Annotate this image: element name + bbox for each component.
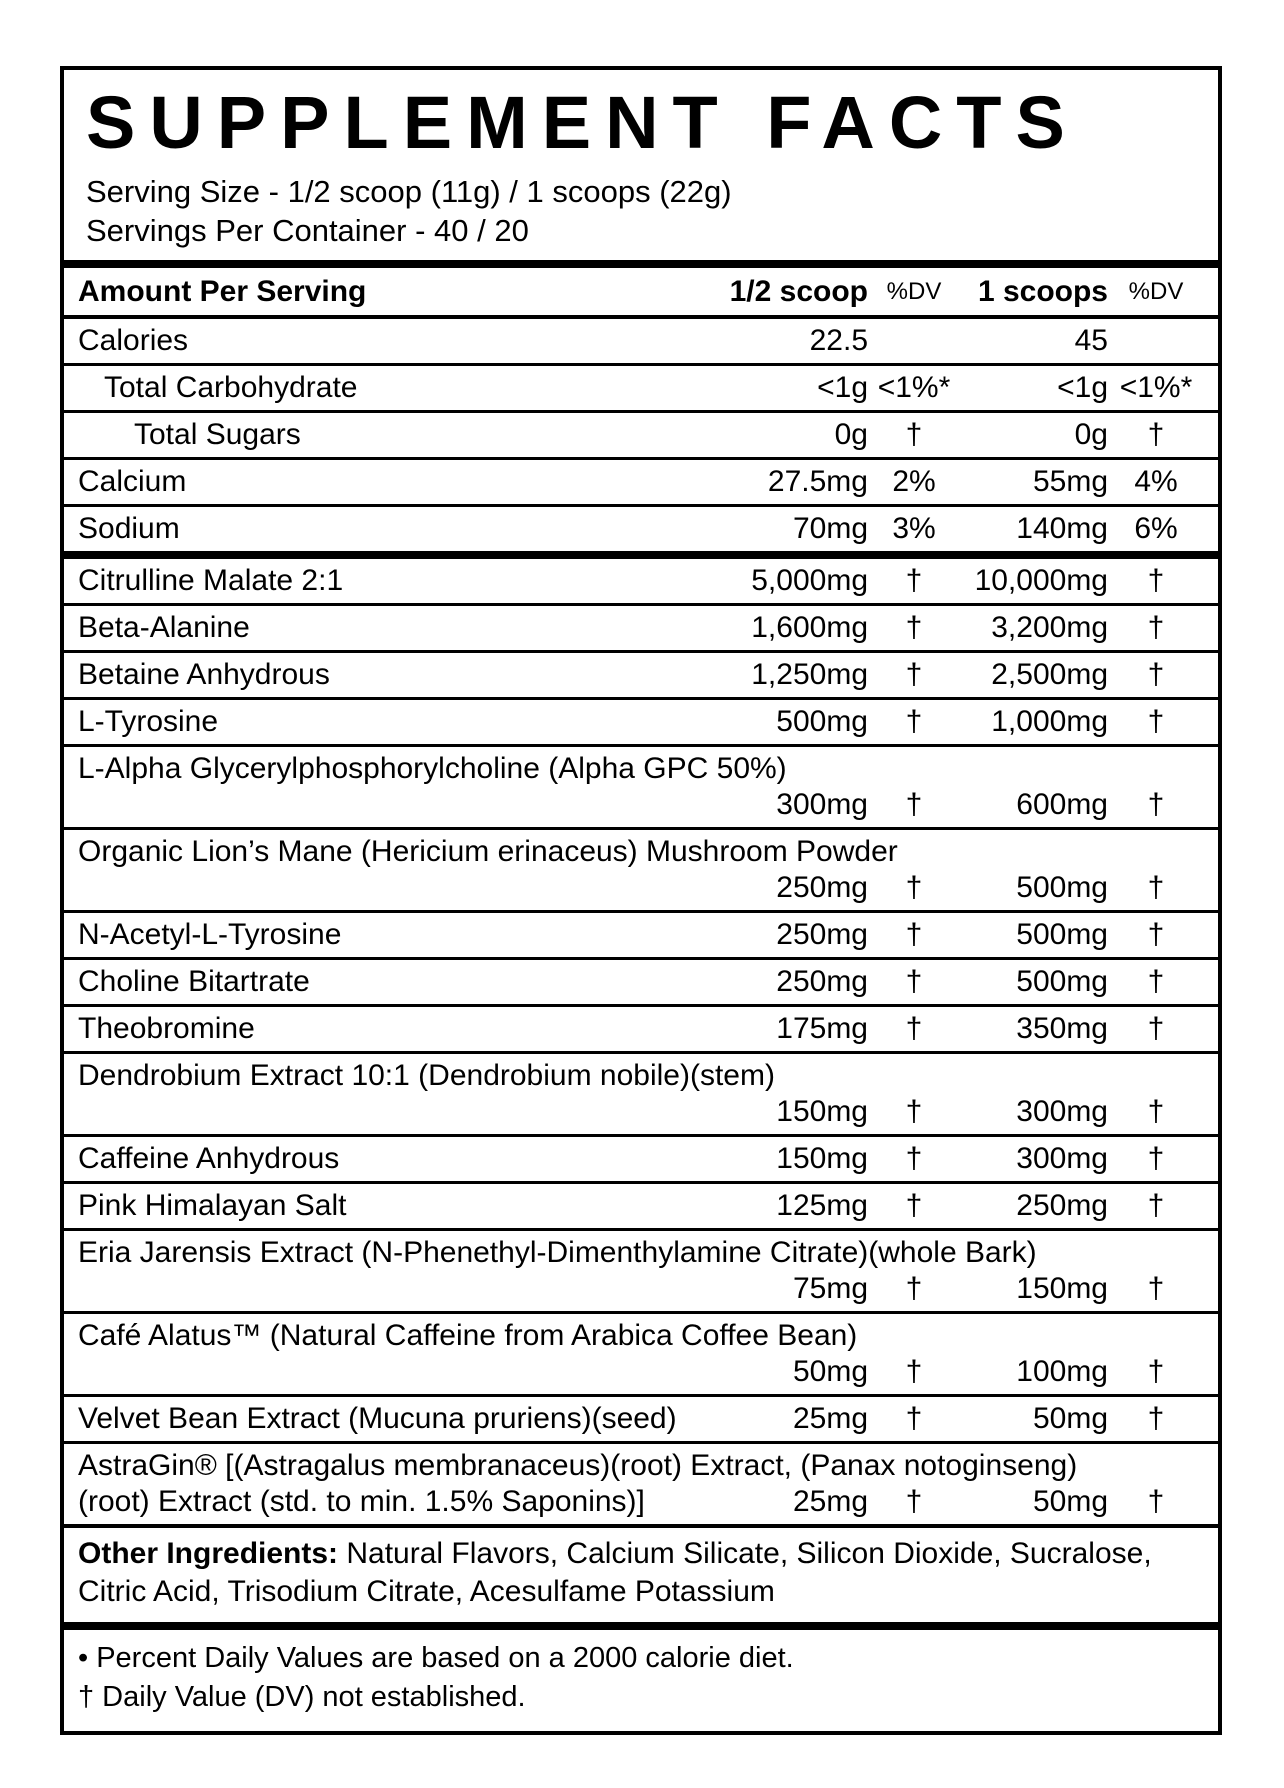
amount-half-scoop: <1g [817, 371, 868, 404]
dv-one-scoop: † [1147, 1355, 1165, 1388]
amount-half-scoop: 175mg [776, 1012, 868, 1045]
amount-half-scoop: 5,000mg [751, 564, 868, 597]
dv-one-scoop: † [1147, 1485, 1165, 1518]
amount-one-scoop: 500mg [1016, 918, 1108, 951]
dv-one-scoop: † [1147, 788, 1165, 821]
amount-one-scoop: 350mg [1016, 1012, 1108, 1045]
table-row-caffeine-anhydrous [64, 1134, 1218, 1181]
column-one-scoop: 1 scoops [977, 275, 1108, 308]
dv-one-scoop: 6% [1134, 512, 1178, 545]
dv-one-scoop: † [1147, 658, 1165, 691]
table-row-lions-mane [64, 827, 1218, 910]
table-header-row [64, 268, 1218, 319]
amount-one-scoop: 300mg [1016, 1142, 1108, 1175]
table-row-calcium [64, 457, 1218, 504]
dv-one-scoop: † [1147, 1142, 1165, 1175]
dv-half-scoop: † [905, 658, 923, 691]
table-row-pink-himalayan-salt [64, 1181, 1218, 1228]
dv-half-scoop [868, 323, 960, 359]
amount-half-scoop: 22.5 [809, 324, 868, 357]
nutrient-name: Total Sugars [134, 418, 301, 451]
amount-half-scoop: 25mg [792, 1485, 868, 1518]
servings-per-container-text: Servings Per Container - 40 / 20 [86, 213, 529, 248]
dv-half-scoop: † [905, 1012, 923, 1045]
dv-half-scoop: <1%* [877, 371, 951, 404]
ingredient-name: Caffeine Anhydrous [78, 1142, 340, 1175]
column-amount-per-serving: Amount Per Serving [78, 275, 367, 308]
dv-one-scoop: † [1147, 611, 1165, 644]
nutrient-name: Calories [78, 324, 189, 357]
amount-one-scoop: 500mg [1016, 965, 1108, 998]
dv-one-scoop [1108, 323, 1204, 359]
dv-one-scoop: 4% [1134, 465, 1178, 498]
amount-half-scoop: 0g [834, 418, 868, 451]
amount-one-scoop: 150mg [1016, 1272, 1108, 1305]
dv-half-scoop: † [905, 1355, 923, 1388]
amount-one-scoop: 500mg [1016, 871, 1108, 904]
amount-half-scoop: 75mg [792, 1272, 868, 1305]
amount-one-scoop: 45 [1074, 324, 1108, 357]
page-title: SUPPLEMENT FACTS [86, 81, 1079, 164]
dv-one-scoop: † [1147, 871, 1165, 904]
supplement-facts-label [60, 66, 1222, 1735]
ingredient-name: L-Tyrosine [78, 705, 219, 738]
amount-half-scoop: 125mg [776, 1189, 868, 1222]
table-row-beta-alanine [64, 603, 1218, 650]
other-ingredients-label: Other Ingredients: [78, 1537, 339, 1570]
column-dv-half: %DV [886, 278, 942, 305]
amount-half-scoop: 1,250mg [751, 658, 868, 691]
amount-one-scoop: 250mg [1016, 1189, 1108, 1222]
ingredient-name: Café Alatus™ (Natural Caffeine from Arabica Coffee Bean) [78, 1319, 858, 1352]
serving-size-text: Serving Size - 1/2 scoop (11g) / 1 scoops (22g) [86, 174, 732, 209]
ingredient-name-line1: AstraGin® [(Astragalus membranaceus)(root) Extract, (Panax notoginseng) [78, 1449, 1078, 1482]
amount-half-scoop: 25mg [792, 1402, 868, 1435]
amount-half-scoop: 300mg [776, 788, 868, 821]
dv-one-scoop: † [1147, 705, 1165, 738]
column-half-scoop: 1/2 scoop [729, 275, 868, 308]
ingredient-name-line2: (root) Extract (std. to min. 1.5% Saponins)] [78, 1485, 645, 1518]
table-row-choline-bitartrate [64, 957, 1218, 1004]
amount-one-scoop: 50mg [1032, 1402, 1108, 1435]
dv-half-scoop: † [905, 871, 923, 904]
ingredient-name: L-Alpha Glycerylphosphorylcholine (Alpha GPC 50%) [78, 752, 787, 785]
amount-one-scoop: 2,500mg [991, 658, 1108, 691]
dv-half-scoop: 3% [892, 512, 936, 545]
section-divider [64, 1622, 1218, 1630]
dv-one-scoop: † [1147, 418, 1165, 451]
table-row-alpha-gpc [64, 744, 1218, 827]
nutrient-name: Calcium [78, 465, 187, 498]
amount-half-scoop: 27.5mg [767, 465, 868, 498]
amount-half-scoop: 70mg [792, 512, 868, 545]
amount-one-scoop: 140mg [1016, 512, 1108, 545]
table-row-cafe-alatus [64, 1311, 1218, 1394]
table-row-n-acetyl-l-tyrosine [64, 910, 1218, 957]
footnotes [64, 1630, 1218, 1731]
table-row-theobromine [64, 1004, 1218, 1051]
ingredient-name: Eria Jarensis Extract (N-Phenethyl-Dimenthylamine Citrate)(whole Bark) [78, 1236, 1037, 1269]
amount-half-scoop: 150mg [776, 1095, 868, 1128]
ingredient-name: Velvet Bean Extract (Mucuna pruriens)(seed) [78, 1402, 677, 1435]
amount-one-scoop: 55mg [1032, 465, 1108, 498]
amount-one-scoop: 50mg [1032, 1485, 1108, 1518]
section-divider [64, 551, 1218, 559]
dv-one-scoop: † [1147, 564, 1165, 597]
table-row-velvet-bean-extract [64, 1394, 1218, 1441]
table-row-total-carbohydrate [64, 363, 1218, 410]
table-row-dendrobium-extract [64, 1051, 1218, 1134]
amount-one-scoop: 0g [1074, 418, 1108, 451]
amount-one-scoop: 100mg [1016, 1355, 1108, 1388]
ingredient-name: Dendrobium Extract 10:1 (Dendrobium nobile)(stem) [78, 1059, 775, 1092]
ingredient-name: Theobromine [78, 1012, 255, 1045]
table-row-astragin [64, 1441, 1218, 1524]
serving-info [64, 164, 1218, 260]
section-divider [64, 260, 1218, 268]
dv-half-scoop: † [905, 1272, 923, 1305]
dv-half-scoop: † [905, 1189, 923, 1222]
dv-one-scoop: † [1147, 1189, 1165, 1222]
nutrient-name: Total Carbohydrate [104, 371, 358, 404]
column-dv-one: %DV [1128, 278, 1184, 305]
dv-one-scoop: † [1147, 918, 1165, 951]
dv-one-scoop: † [1147, 1095, 1165, 1128]
amount-one-scoop: 300mg [1016, 1095, 1108, 1128]
dv-one-scoop: † [1147, 1012, 1165, 1045]
table-row-sodium [64, 504, 1218, 551]
amount-half-scoop: 250mg [776, 965, 868, 998]
table-row-betaine-anhydrous [64, 650, 1218, 697]
ingredient-name: Citrulline Malate 2:1 [78, 564, 344, 597]
other-ingredients-text: Natural Flavors, Calcium Silicate, Silicon Dioxide, Sucralose, Citric Acid, Trisodium Citrate, Acesulfame Potassium [78, 1537, 1152, 1608]
dv-half-scoop: † [905, 564, 923, 597]
dv-half-scoop: † [905, 1402, 923, 1435]
table-row-calories [64, 319, 1218, 363]
other-ingredients-block [64, 1524, 1218, 1622]
dv-half-scoop: 2% [892, 465, 936, 498]
dv-half-scoop: † [905, 965, 923, 998]
nutrient-name: Sodium [78, 512, 180, 545]
amount-half-scoop: 250mg [776, 918, 868, 951]
table-row-total-sugars [64, 410, 1218, 457]
ingredient-name: Organic Lion’s Mane (Hericium erinaceus) Mushroom Powder [78, 835, 898, 868]
footnote-percent-dv: • Percent Daily Values are based on a 2000 calorie diet. [78, 1642, 794, 1674]
ingredient-name: Betaine Anhydrous [78, 658, 330, 691]
amount-half-scoop: 150mg [776, 1142, 868, 1175]
dv-half-scoop: † [905, 788, 923, 821]
dv-half-scoop: † [905, 705, 923, 738]
dv-half-scoop: † [905, 611, 923, 644]
ingredient-name: N-Acetyl-L-Tyrosine [78, 918, 342, 951]
dv-one-scoop: † [1147, 1402, 1165, 1435]
dv-one-scoop: <1%* [1119, 371, 1193, 404]
amount-half-scoop: 50mg [792, 1355, 868, 1388]
dv-one-scoop: † [1147, 965, 1165, 998]
ingredient-name: Beta-Alanine [78, 611, 250, 644]
table-row-eria-jarensis [64, 1228, 1218, 1311]
amount-one-scoop: 1,000mg [991, 705, 1108, 738]
amount-one-scoop: 3,200mg [991, 611, 1108, 644]
dv-half-scoop: † [905, 1095, 923, 1128]
dv-half-scoop: † [905, 918, 923, 951]
amount-half-scoop: 500mg [776, 705, 868, 738]
ingredient-name: Pink Himalayan Salt [78, 1189, 347, 1222]
amount-one-scoop: 10,000mg [974, 564, 1108, 597]
dv-half-scoop: † [905, 418, 923, 451]
table-row-l-tyrosine [64, 697, 1218, 744]
ingredient-name: Choline Bitartrate [78, 965, 310, 998]
amount-one-scoop: 600mg [1016, 788, 1108, 821]
footnote-dv-not-established: † Daily Value (DV) not established. [78, 1681, 526, 1713]
table-row-citrulline-malate [64, 559, 1218, 603]
amount-one-scoop: <1g [1057, 371, 1108, 404]
amount-half-scoop: 1,600mg [751, 611, 868, 644]
amount-half-scoop: 250mg [776, 871, 868, 904]
dv-half-scoop: † [905, 1485, 923, 1518]
dv-half-scoop: † [905, 1142, 923, 1175]
dv-one-scoop: † [1147, 1272, 1165, 1305]
